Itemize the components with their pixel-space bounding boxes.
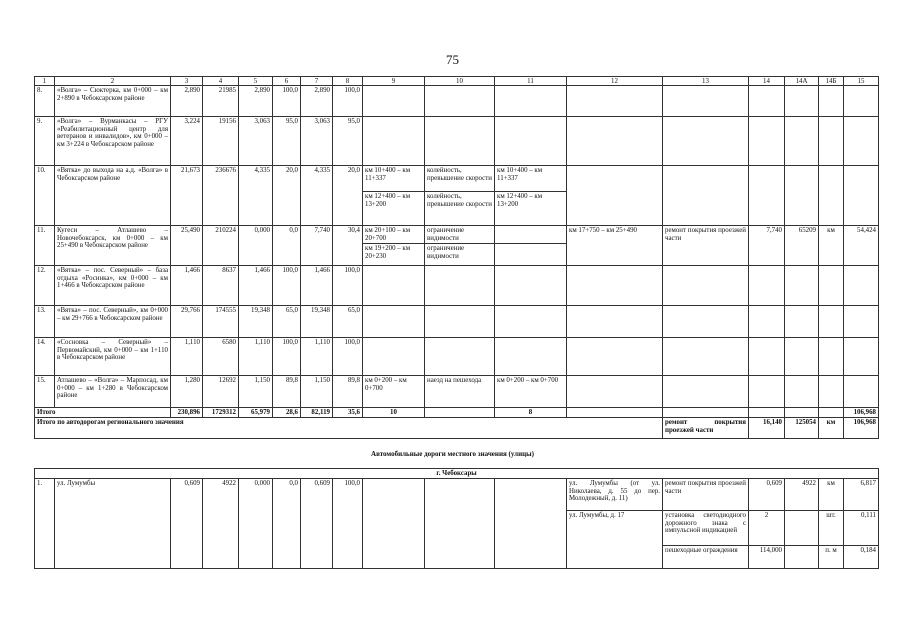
value-c8: 65,0 (332, 305, 362, 337)
row-number: 8. (34, 85, 54, 116)
defect-type (424, 85, 494, 116)
work-volume-2 (784, 375, 818, 407)
regional-total-unit: км (818, 417, 843, 438)
work-volume (748, 165, 784, 225)
page-number: 75 (446, 52, 459, 67)
value-c7: 2,890 (300, 85, 332, 116)
cost (843, 116, 878, 165)
section-km (362, 478, 424, 568)
value-c7: 1,150 (300, 375, 332, 407)
value-c4: 21985 (202, 85, 238, 116)
work-section (566, 305, 662, 337)
work-section: ул. Лумумбы (от ул. Николаева, д. 55 до пер. Молодежный, д. 11) (566, 478, 662, 510)
header-cell-8: 8 (332, 76, 362, 85)
row-number: 14. (34, 337, 54, 375)
work-type (662, 265, 748, 305)
work-type: пешеходные ограждения (662, 545, 748, 568)
defect-type: колейность, превышение скорости (424, 191, 494, 225)
total-empty (566, 407, 662, 417)
value-c3: 1,110 (170, 337, 202, 375)
regional-total-c14: 16,140 (748, 417, 784, 438)
road-name: ул. Лумумбы (54, 478, 170, 568)
road-name: «Вятка» – пос. Северный» – база отдыха «Росинка», км 0+000 – км 1+466 в Чебоксарском районе (54, 265, 170, 305)
section-km (362, 265, 424, 305)
section-km: км 12+400 – км 13+200 (494, 191, 566, 225)
value-c4: 236676 (202, 165, 238, 225)
work-type (662, 305, 748, 337)
header-cell-1: 1 (34, 76, 54, 85)
value-c8: 100,0 (332, 265, 362, 305)
row-number: 12. (34, 265, 54, 305)
row-number: 15. (34, 375, 54, 407)
value-c8: 30,4 (332, 225, 362, 265)
work-type (662, 85, 748, 116)
road-name: «Сосновка – Северный» – Первомайский, км 0+000 – км 1+110 в Чебоксарском районе (54, 337, 170, 375)
value-c8: 100,0 (332, 85, 362, 116)
defect-type: ограничение видимости (424, 243, 494, 265)
cost: 54,424 (843, 225, 878, 265)
value-c5: 0,000 (238, 225, 272, 265)
work-type: ремонт покрытия проезжей части (662, 225, 748, 265)
value-c7: 1,110 (300, 337, 332, 375)
regional-total-c15: 106,968 (843, 417, 878, 438)
value-c4: 210224 (202, 225, 238, 265)
work-section (566, 265, 662, 305)
road-name: «Волга» – Вурманкасы – РГУ «Реабилитационный центр для ветеранов и инвалидов», км 0+000 – км 3+224 в Чебоксарском районе (54, 116, 170, 165)
defect-type: ограничение видимости (424, 225, 494, 243)
local-table-bottom-rule (34, 568, 879, 569)
unit (818, 337, 843, 375)
road-name: «Вятка» – пос. Северный», км 0+000 – км 29+766 в Чебоксарском районе (54, 305, 170, 337)
value-c5: 4,335 (238, 165, 272, 225)
cost (843, 337, 878, 375)
cost (843, 85, 878, 116)
value-c6: 20,0 (272, 165, 300, 225)
section-km: км 10+400 – км 11+337 (494, 165, 566, 191)
row-number: 1. (34, 478, 54, 568)
value-c3: 25,490 (170, 225, 202, 265)
value-c8: 89,8 (332, 375, 362, 407)
section-km (362, 305, 424, 337)
work-volume: 7,740 (748, 225, 784, 265)
regional-total-work: ремонт покрытия проезжей части (662, 417, 748, 438)
value-c4: 19156 (202, 116, 238, 165)
regional-total-label: Итого по автодорогам регионального значения (34, 417, 662, 438)
header-cell-16: 14Б (818, 76, 843, 85)
value-c5: 1,150 (238, 375, 272, 407)
value-c3: 21,673 (170, 165, 202, 225)
defect-type (424, 337, 494, 375)
section-km (362, 337, 424, 375)
section-km: км 0+200 – км 0+700 (494, 375, 566, 407)
value-c3: 1,466 (170, 265, 202, 305)
row-number: 11. (34, 225, 54, 265)
value-c7: 3,063 (300, 116, 332, 165)
header-cell-12: 12 (566, 76, 662, 85)
section-km: км 10+400 – км 11+337 (362, 165, 424, 191)
work-volume-2 (784, 337, 818, 375)
value-c8: 100,0 (332, 478, 362, 568)
road-name: Атлашево – «Волга» – Марпосад, км 0+000 – км 1+280 в Чебоксарском районе (54, 375, 170, 407)
unit (818, 116, 843, 165)
work-volume: 0,609 (748, 478, 784, 510)
value-c7: 0,609 (300, 478, 332, 568)
total-c9: 10 (362, 407, 424, 417)
value-c4: 174555 (202, 305, 238, 337)
header-cell-6: 6 (272, 76, 300, 85)
work-volume-2: 65209 (784, 225, 818, 265)
value-c5: 3,063 (238, 116, 272, 165)
value-c3: 1,280 (170, 375, 202, 407)
work-section (566, 165, 662, 225)
header-cell-10: 10 (424, 76, 494, 85)
work-type (662, 116, 748, 165)
value-c5: 1,110 (238, 337, 272, 375)
section-km (494, 225, 566, 243)
section-km: км 0+200 – км 0+700 (362, 375, 424, 407)
work-type (662, 165, 748, 225)
work-section: км 17+750 – км 25+490 (566, 225, 662, 265)
unit (818, 85, 843, 116)
header-cell-11: 11 (494, 76, 566, 85)
value-c4: 12692 (202, 375, 238, 407)
row-number: 13. (34, 305, 54, 337)
value-c7: 1,466 (300, 265, 332, 305)
cost: 0,184 (843, 545, 878, 568)
value-c8: 20,0 (332, 165, 362, 225)
value-c3: 3,224 (170, 116, 202, 165)
work-volume-2: 4922 (784, 478, 818, 510)
regional-total-c14a: 125054 (784, 417, 818, 438)
work-type: установка светодиодного дорожного знака с импульсной индикацией (662, 510, 748, 545)
cost (843, 375, 878, 407)
work-volume (748, 375, 784, 407)
table-right-rule (878, 76, 879, 438)
value-c6: 0,0 (272, 225, 300, 265)
work-volume-2 (784, 545, 818, 568)
unit (818, 265, 843, 305)
total-c3: 230,896 (170, 407, 202, 417)
header-cell-15: 14А (784, 76, 818, 85)
work-section (566, 375, 662, 407)
road-name: Кугеси – Атлашево – Новочебоксарск, км 0+000 – км 25+490 в Чебоксарском районе (54, 225, 170, 265)
total-empty (424, 407, 494, 417)
cost: 0,111 (843, 510, 878, 545)
local-table-right-rule (878, 468, 879, 568)
work-volume (748, 305, 784, 337)
defect-type: колейность, превышение скорости (424, 165, 494, 191)
work-type (662, 375, 748, 407)
value-c3: 29,766 (170, 305, 202, 337)
cost (843, 265, 878, 305)
value-c3: 2,890 (170, 85, 202, 116)
value-c6: 0,0 (272, 478, 300, 568)
value-c6: 100,0 (272, 85, 300, 116)
header-cell-7: 7 (300, 76, 332, 85)
value-c7: 4,335 (300, 165, 332, 225)
total-c4: 1729312 (202, 407, 238, 417)
unit (818, 375, 843, 407)
section-km: км 19+200 – км 20+230 (362, 243, 424, 265)
row-number: 10. (34, 165, 54, 225)
defect-type (424, 305, 494, 337)
value-c8: 100,0 (332, 337, 362, 375)
section-km (362, 116, 424, 165)
value-c6: 89,8 (272, 375, 300, 407)
work-section: ул. Лумумбы, д. 17 (566, 510, 662, 568)
row-number: 9. (34, 116, 54, 165)
header-cell-2: 2 (54, 76, 170, 85)
value-c3: 0,609 (170, 478, 202, 568)
value-c6: 95,0 (272, 116, 300, 165)
section-km (494, 243, 566, 265)
work-volume-2 (784, 116, 818, 165)
value-c5: 19,348 (238, 305, 272, 337)
total-c15: 106,968 (843, 407, 878, 417)
work-volume-2 (784, 305, 818, 337)
section-km: км 12+400 – км 13+200 (362, 191, 424, 225)
defect-type (424, 116, 494, 165)
road-name: «Вятка» до выхода на а.д. «Волга» в Чебоксарском районе (54, 165, 170, 225)
value-c5: 0,000 (238, 478, 272, 568)
cost (843, 165, 878, 225)
defect-type (424, 478, 494, 568)
total-empty (818, 407, 843, 417)
unit: шт. (818, 510, 843, 545)
defect-type (424, 265, 494, 305)
unit: км (818, 478, 843, 510)
section-km (494, 116, 566, 165)
value-c5: 2,890 (238, 85, 272, 116)
work-type (662, 337, 748, 375)
work-volume (748, 337, 784, 375)
unit (818, 305, 843, 337)
total-c6: 28,6 (272, 407, 300, 417)
section-km (494, 265, 566, 305)
value-c8: 95,0 (332, 116, 362, 165)
unit (818, 165, 843, 225)
city-title: г. Чебоксары (34, 468, 878, 478)
value-c5: 1,466 (238, 265, 272, 305)
value-c4: 4922 (202, 478, 238, 568)
section-km (362, 85, 424, 116)
total-c7: 82,119 (300, 407, 332, 417)
header-cell-14: 14 (748, 76, 784, 85)
work-volume (748, 85, 784, 116)
work-section (566, 116, 662, 165)
work-volume: 114,000 (748, 545, 784, 568)
total-c11: 8 (494, 407, 566, 417)
defect-type: наезд на пешехода (424, 375, 494, 407)
header-cell-4: 4 (202, 76, 238, 85)
total-c5: 65,979 (238, 407, 272, 417)
total-empty (662, 407, 748, 417)
table-bottom-rule (34, 438, 879, 439)
unit: км (818, 225, 843, 265)
work-volume: 2 (748, 510, 784, 545)
work-volume (748, 265, 784, 305)
work-volume (748, 116, 784, 165)
value-c4: 6580 (202, 337, 238, 375)
local-section-title: Автомобильные дороги местного значения (улицы) (371, 450, 534, 458)
road-name: «Волга» – Сюктерка, км 0+000 – км 2+890 в Чебоксарском районе (54, 85, 170, 116)
section-km (494, 85, 566, 116)
total-empty (784, 407, 818, 417)
header-cell-13: 13 (662, 76, 748, 85)
cost: 6,817 (843, 478, 878, 510)
section-km (494, 478, 566, 568)
work-volume-2 (784, 510, 818, 545)
value-c6: 100,0 (272, 337, 300, 375)
unit: п. м (818, 545, 843, 568)
header-cell-17: 15 (843, 76, 878, 85)
work-type: ремонт покрытия проезжей части (662, 478, 748, 510)
total-empty (748, 407, 784, 417)
header-cell-5: 5 (238, 76, 272, 85)
header-cell-9: 9 (362, 76, 424, 85)
section-km (494, 337, 566, 375)
cost (843, 305, 878, 337)
value-c7: 19,348 (300, 305, 332, 337)
value-c4: 8637 (202, 265, 238, 305)
value-c7: 7,740 (300, 225, 332, 265)
work-section (566, 337, 662, 375)
work-section (566, 85, 662, 116)
value-c6: 100,0 (272, 265, 300, 305)
work-volume-2 (784, 85, 818, 116)
section-km: км 20+100 – км 20+700 (362, 225, 424, 243)
total-label: Итого (34, 407, 170, 417)
total-c8: 35,6 (332, 407, 362, 417)
section-km (494, 305, 566, 337)
header-cell-3: 3 (170, 76, 202, 85)
value-c6: 65,0 (272, 305, 300, 337)
work-volume-2 (784, 165, 818, 225)
work-volume-2 (784, 265, 818, 305)
